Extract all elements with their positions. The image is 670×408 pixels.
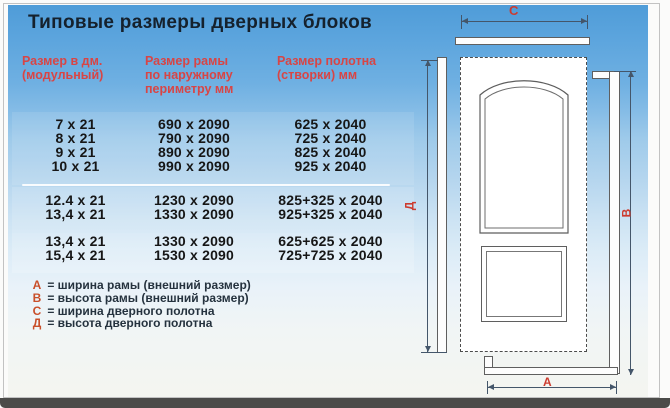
arched-panel: [479, 71, 569, 236]
photo-bottom-edge: [0, 398, 670, 408]
legend-letter: Д: [32, 316, 42, 331]
legend: [30, 279, 251, 330]
column-header-leaf: [277, 54, 376, 82]
table-group: [18, 193, 406, 221]
dimension-arrow: [628, 369, 634, 375]
table-cell: 890 х 2090: [157, 144, 231, 160]
frame-left-jamb: [437, 57, 447, 353]
header-line: Размер рамы: [145, 54, 228, 68]
column-header-modular: [22, 54, 103, 82]
frame-right-jamb: [609, 71, 620, 374]
dimension-line-c: [462, 21, 587, 22]
table-cell: 990 х 2090: [157, 158, 231, 174]
table-row: [18, 193, 406, 207]
header-line: по наружному: [145, 68, 233, 82]
legend-text: = ширина рамы (внешний размер): [44, 278, 251, 292]
dimension-label-a: А: [543, 375, 552, 389]
table-cell: 825+325 х 2040: [278, 192, 383, 208]
dimension-arrow: [581, 18, 587, 24]
table-cell: 9 х 21: [55, 144, 96, 160]
header-line: (модульный): [22, 68, 104, 82]
table-cell: 790 х 2090: [157, 130, 231, 146]
table-group: [18, 234, 406, 262]
table-cell: 725 х 2040: [294, 130, 367, 146]
dimension-tick: [421, 352, 447, 353]
dimension-label-d: Д: [402, 201, 417, 211]
table-divider-line: [22, 184, 390, 186]
legend-letter: В: [32, 290, 42, 305]
header-line: периметру мм: [145, 82, 234, 96]
dimension-tick: [616, 381, 617, 394]
dimension-label-c: С: [509, 3, 519, 18]
table-row: [18, 248, 406, 262]
table-cell: 13,4 х 21: [45, 233, 106, 249]
dimension-arrow: [425, 60, 431, 66]
table-row: [18, 159, 406, 173]
dimension-arrow: [488, 384, 494, 390]
table-cell: 1530 х 2090: [153, 247, 235, 263]
lower-panel-molding: [486, 251, 562, 317]
legend-text: = высота дверного полотна: [44, 316, 213, 331]
legend-letter: А: [32, 278, 42, 292]
dimension-arrow: [462, 18, 468, 24]
legend-text: = высота рамы (внешний размер): [44, 290, 249, 305]
table-row: [18, 145, 406, 159]
table-cell: 10 х 21: [51, 158, 100, 174]
legend-text: = ширина дверного полотна: [44, 303, 215, 318]
dimension-label-b: В: [619, 208, 634, 218]
table-cell: 1330 х 2090: [153, 233, 235, 249]
column-header-frame: [145, 54, 233, 96]
table-row: [18, 117, 406, 131]
table-cell: 8 х 21: [55, 130, 96, 146]
table-group: [18, 117, 406, 173]
table-cell: 12.4 х 21: [45, 192, 106, 208]
legend-letter: С: [32, 303, 42, 318]
lower-panel: [481, 246, 567, 322]
table-row: [18, 234, 406, 248]
table-cell: 625+625 х 2040: [278, 233, 383, 249]
frame-threshold: [484, 367, 618, 375]
table-cell: 925+325 х 2040: [278, 206, 383, 222]
legend-item: [30, 317, 251, 330]
table-cell: 690 х 2090: [157, 116, 231, 132]
header-line: (створки) мм: [277, 68, 358, 82]
table-cell: 625 х 2040: [294, 116, 367, 132]
dimension-arrow: [628, 71, 634, 77]
dimension-arrow: [425, 346, 431, 352]
header-line: Размер в дм.: [22, 54, 103, 68]
table-row: [18, 207, 406, 221]
table-cell: 15,4 х 21: [45, 247, 106, 263]
header-line: Размер полотна: [277, 54, 377, 68]
page-title: Типовые размеры дверных блоков: [28, 12, 372, 33]
table-cell: 725+725 х 2040: [278, 247, 383, 263]
table-cell: 1230 х 2090: [153, 192, 235, 208]
table-cell: 1330 х 2090: [153, 206, 235, 222]
table-cell: 7 х 21: [55, 116, 96, 132]
dimension-arrow: [610, 384, 616, 390]
frame-top-jamb: [455, 37, 590, 45]
dimension-line-d: [427, 60, 428, 352]
dimension-line-b: [630, 71, 631, 375]
dimension-tick: [587, 15, 588, 29]
table-cell: 925 х 2040: [294, 158, 367, 174]
table-cell: 825 х 2040: [294, 144, 367, 160]
table-cell: 13,4 х 21: [45, 206, 106, 222]
table-row: [18, 131, 406, 145]
